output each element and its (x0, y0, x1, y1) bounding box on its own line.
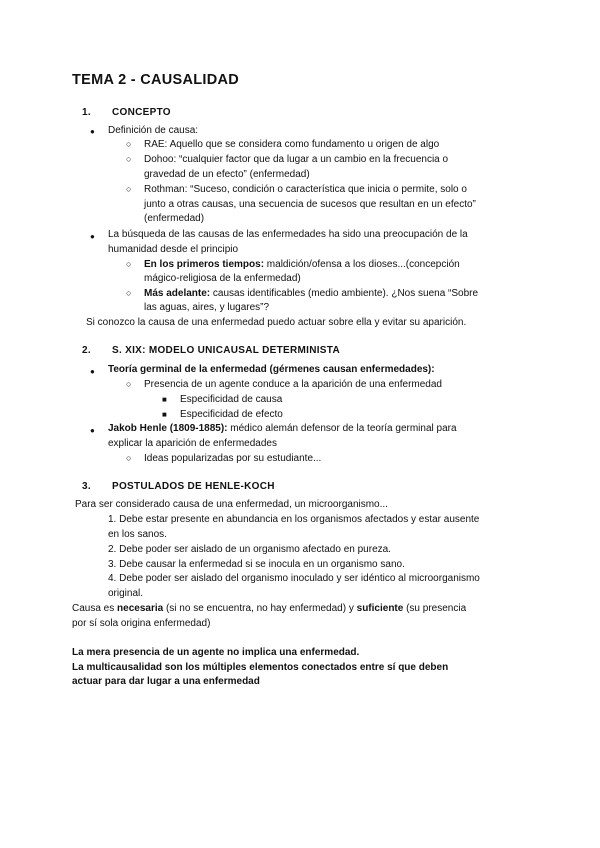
circle-bullet: ○ (126, 379, 132, 389)
section-3-number: 3. (82, 481, 91, 492)
especificidad-efecto: Especificidad de efecto (180, 409, 283, 420)
section-1-conclusion: Si conozco la causa de una enfermedad puedo actuar sobre ella y evitar su aparición. (86, 317, 467, 328)
postulado-2: 2. Debe poder ser aislado de un organismo afectado en pureza. (108, 544, 391, 555)
section-2-title: S. XIX: MODELO UNICAUSAL DETERMINISTA (112, 345, 340, 356)
henle-line-1 (108, 421, 457, 436)
section-1-number: 1. (82, 107, 91, 118)
teoria-germinal: Teoría germinal de la enfermedad (gérmenes causan enfermedades): (108, 364, 435, 375)
dohoo-definition-line-1: Dohoo: “cualquier factor que da lugar a un cambio en la frecuencia o (144, 154, 449, 165)
rothman-definition-line-3: (enfermedad) (144, 213, 205, 224)
disc-bullet: ● (90, 367, 95, 376)
primeros-tiempos-line-1 (144, 257, 460, 272)
final-line-2: La multicausalidad son los múltiples elementos conectados entre sí que deben (72, 662, 449, 673)
postulados-intro: Para ser considerado causa de una enfermedad, un microorganismo... (75, 499, 388, 510)
circle-bullet: ○ (126, 288, 132, 298)
circle-bullet: ○ (126, 139, 132, 149)
busqueda-line-2: humanidad desde el principio (108, 244, 239, 255)
postulado-3: 3. Debe causar la enfermedad si se inocula en un organismo sano. (108, 559, 405, 570)
causa-text-c: (su presencia (403, 603, 467, 614)
postulado-1-line-2: en los sanos. (108, 529, 167, 540)
circle-bullet: ○ (126, 259, 132, 269)
square-bullet: ■ (162, 410, 167, 419)
especificidad-causa: Especificidad de causa (180, 394, 283, 405)
section-2-number: 2. (82, 345, 91, 356)
primeros-tiempos-label: En los primeros tiempos: (144, 259, 265, 270)
circle-bullet: ○ (126, 184, 132, 194)
causa-text-b: (si no se encuentra, no hay enfermedad) y (163, 603, 357, 614)
causa-text-a: Causa es (72, 603, 118, 614)
rae-definition: RAE: Aquello que se considera como fundamento u origen de algo (144, 139, 440, 150)
primeros-tiempos-line-2: mágico-religiosa de la enfermedad) (144, 273, 301, 284)
henle-text: médico alemán defensor de la teoría germinal para (227, 423, 457, 434)
mas-adelante-line-1 (144, 286, 478, 301)
circle-bullet: ○ (126, 154, 132, 164)
disc-bullet: ● (90, 127, 95, 136)
mas-adelante-label: Más adelante: (144, 288, 211, 299)
square-bullet: ■ (162, 395, 167, 404)
definicion-label: Definición de causa: (108, 125, 199, 136)
circle-bullet: ○ (126, 453, 132, 463)
presencia-agente: Presencia de un agente conduce a la aparición de una enfermedad (144, 379, 442, 390)
mas-adelante-text: causas identificables (medio ambiente). ¿Nos suena “Sobre (210, 288, 479, 299)
rothman-definition-line-2: junto a otras causas, una secuencia de sucesos que resultan en un efecto” (144, 199, 476, 210)
henle-line-2: explicar la aparición de enfermedades (108, 438, 277, 449)
postulado-1-line-1: 1. Debe estar presente en abundancia en los organismos afectados y estar ausente (108, 514, 480, 525)
dohoo-definition-line-2: gravedad de un efecto” (enfermedad) (144, 169, 310, 180)
causa-necesaria: necesaria (117, 603, 164, 614)
causa-line-1 (72, 601, 466, 616)
henle-label: Jakob Henle (1809-1885): (108, 423, 228, 434)
disc-bullet: ● (90, 232, 95, 241)
causa-suficiente: suficiente (356, 603, 404, 614)
busqueda-line-1: La búsqueda de las causas de las enfermedades ha sido una preocupación de la (108, 229, 468, 240)
rothman-definition-line-1: Rothman: “Suceso, condición o característica que inicia o permite, solo o (144, 184, 467, 195)
page-title: TEMA 2 - CAUSALIDAD (72, 72, 240, 88)
final-line-3: actuar para dar lugar a una enfermedad (72, 676, 260, 687)
ideas-popularizadas: Ideas popularizadas por su estudiante... (144, 453, 322, 464)
mas-adelante-line-2: las aguas, aires, y lugares”? (144, 302, 270, 313)
disc-bullet: ● (90, 426, 95, 435)
section-3-title: POSTULADOS DE HENLE-KOCH (112, 481, 275, 492)
postulado-4-line-2: original. (108, 588, 144, 599)
postulado-4-line-1: 4. Debe poder ser aislado del organismo inoculado y ser idéntico al microorganismo (108, 573, 480, 584)
section-1-title: CONCEPTO (112, 107, 171, 118)
causa-line-2: por sí sola origina enfermedad) (72, 618, 211, 629)
primeros-tiempos-text: maldición/ofensa a los dioses...(concepción (264, 259, 460, 270)
final-line-1: La mera presencia de un agente no implica una enfermedad. (72, 647, 360, 658)
